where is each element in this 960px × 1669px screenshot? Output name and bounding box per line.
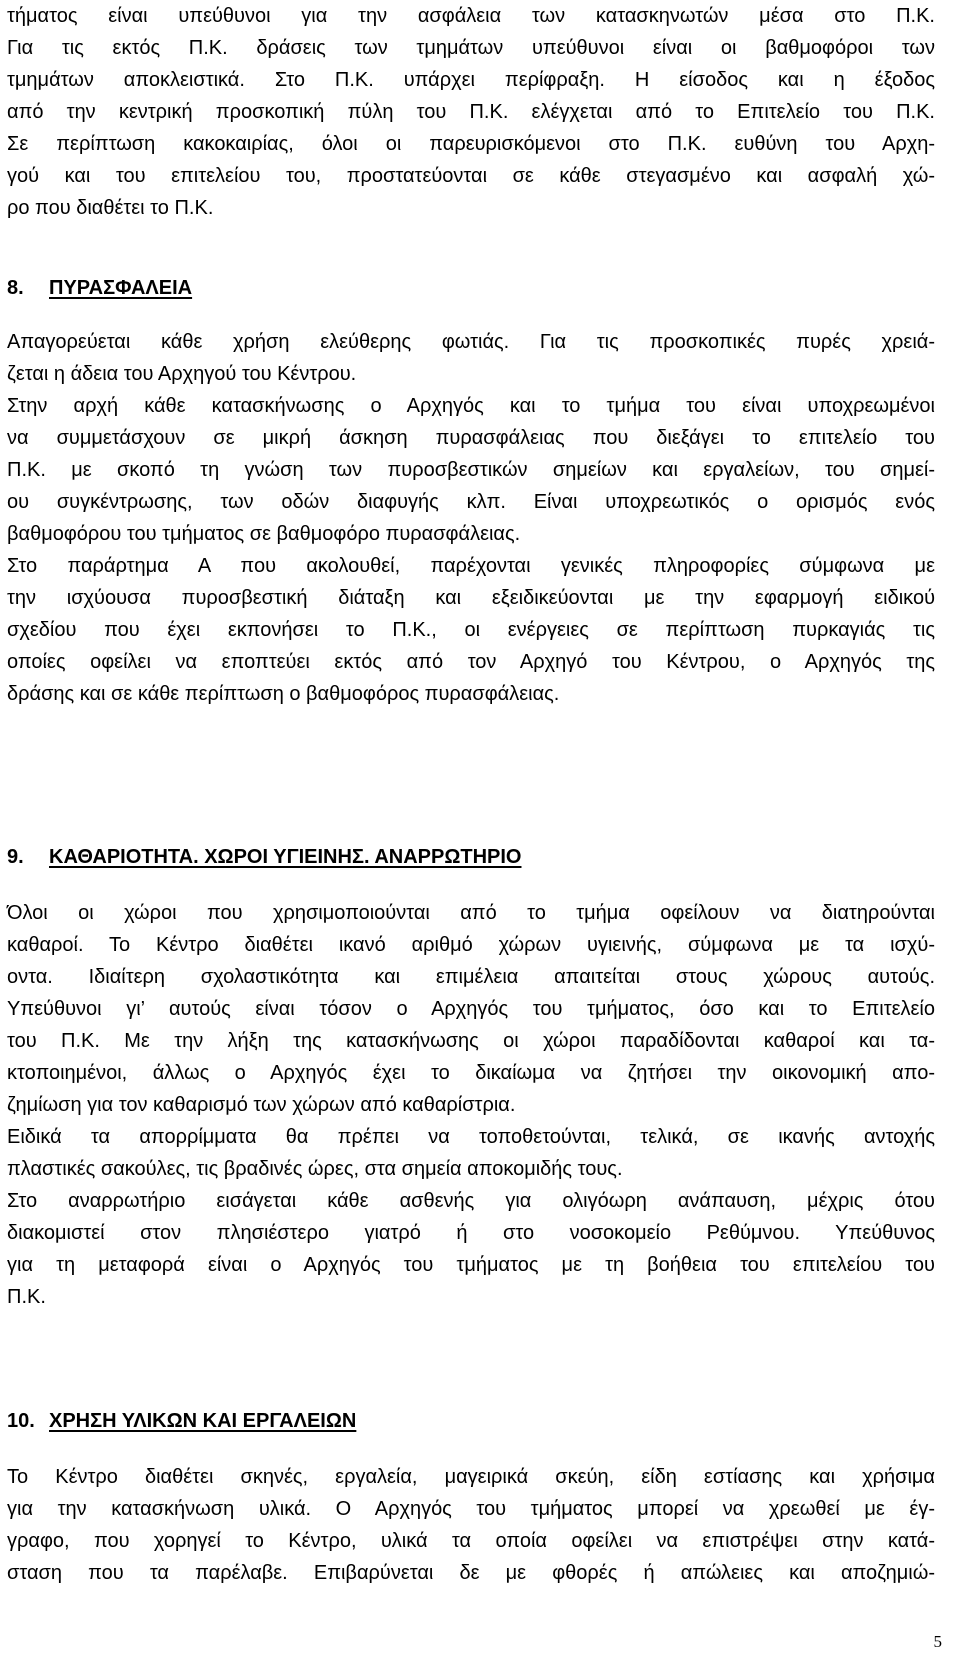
text-line: να συμμετάσχουν σε μικρή άσκηση πυρασφάλειας που διεξάγει το επιτελείο του [7, 427, 935, 449]
text-line: Σε περίπτωση κακοκαιρίας, όλοι οι παρευρισκόμενοι στο Π.Κ. ευθύνη του Αρχη- [7, 133, 935, 155]
text-line: οποίες οφείλει να εποπτεύει εκτός από τον Αρχηγό του Κέντρου, ο Αρχηγός της [7, 651, 935, 673]
section-10-heading [7, 1405, 356, 1437]
section-number: 10. [7, 1410, 35, 1432]
text-line: του Π.Κ. Με την λήξη της κατασκήνωσης οι χώροι παραδίδονται καθαροί και τα- [7, 1030, 935, 1052]
text-line: την ισχύουσα πυροσβεστική διάταξη και εξειδικεύονται με την εφαρμογή ειδικού [7, 587, 935, 609]
text-line: οντα. Ιδιαίτερη σχολαστικότητα και επιμέλεια απαιτείται στους χώρους αυτούς. [7, 966, 935, 988]
text-line: ου συγκέντρωσης, των οδών διαφυγής κλπ. Είναι υποχρεωτικός ο ορισμός ενός [7, 491, 935, 513]
text-line: δράσης και σε κάθε περίπτωση ο βαθμοφόρος πυρασφάλειας. [7, 683, 560, 705]
text-line: ζεται η άδεια του Αρχηγού του Κέντρου. [7, 363, 357, 385]
text-line: ζημίωση για τον καθαρισμό των χώρων από καθαρίστρια. [7, 1094, 516, 1116]
section-9-body [7, 897, 935, 1313]
section-9-heading [7, 841, 521, 873]
text-line: Π.Κ. [7, 1286, 46, 1308]
section-8-heading [7, 272, 192, 304]
section-number: 9. [7, 846, 24, 868]
text-line: σχεδίου που έχει εκπονήσει το Π.Κ., οι ενέργειες σε περίπτωση πυρκαγιάς τις [7, 619, 935, 641]
text-line: για την κατασκήνωση υλικά. Ο Αρχηγός του τμήματος μπορεί να χρεωθεί με έγ- [7, 1498, 935, 1520]
page-number: 5 [933, 1632, 942, 1651]
text-line: Στο παράρτημα Α που ακολουθεί, παρέχονται γενικές πληροφορίες σύμφωνα με [7, 555, 935, 577]
text-line: καθαροί. Το Κέντρο διαθέτει ικανό αριθμό χώρων υγιεινής, σύμφωνα με τα ισχύ- [7, 934, 935, 956]
text-line: Ειδικά τα απορρίμματα θα πρέπει να τοποθετούνται, τελικά, σε ικανής αντοχής [7, 1126, 935, 1148]
text-line: Το Κέντρο διαθέτει σκηνές, εργαλεία, μαγειρικά σκεύη, είδη εστίασης και χρήσιμα [7, 1466, 935, 1488]
text-line: για τη μεταφορά είναι ο Αρχηγός του τμήματος με τη βοήθεια του επιτελείου του [7, 1254, 935, 1276]
text-line: γραφο, που χορηγεί το Κέντρο, υλικά τα οποία οφείλει να επιστρέψει στην κατά- [7, 1530, 935, 1552]
text-line: διακομιστεί στον πλησιέστερο γιατρό ή στο νοσοκομείο Ρεθύμνου. Υπεύθυνος [7, 1222, 935, 1244]
text-line: πλαστικές σακούλες, τις βραδινές ώρες, στα σημεία αποκομιδής τους. [7, 1158, 623, 1180]
text-line: γού και του επιτελείου του, προστατεύονται σε κάθε στεγασμένο και ασφαλή χώ- [7, 165, 935, 187]
text-line: Υπεύθυνοι γι’ αυτούς είναι τόσον ο Αρχηγός του τμήματος, όσο και το Επιτελείο [7, 998, 935, 1020]
text-line: Απαγορεύεται κάθε χρήση ελεύθερης φωτιάς. Για τις προσκοπικές πυρές χρειά- [7, 331, 935, 353]
text-line: από την κεντρική προσκοπική πύλη του Π.Κ. ελέγχεται από το Επιτελείο του Π.Κ. [7, 101, 935, 123]
text-line: σταση που τα παρέλαβε. Επιβαρύνεται δε με φθορές ή απώλειες και αποζημιώ- [7, 1562, 935, 1584]
text-line: κτοποιημένοι, άλλως ο Αρχηγός έχει το δικαίωμα να ζητήσει την οικονομική απο- [7, 1062, 935, 1084]
text-line: Για τις εκτός Π.Κ. δράσεις των τμημάτων υπεύθυνοι είναι οι βαθμοφόροι των [7, 37, 935, 59]
section-title: ΧΡΗΣΗ ΥΛΙΚΩΝ ΚΑΙ ΕΡΓΑΛΕΙΩΝ [49, 1410, 357, 1432]
section-title: ΚΑΘΑΡΙΟΤΗΤΑ. ΧΩΡΟΙ ΥΓΙΕΙΝΗΣ. ΑΝΑΡΡΩΤΗΡΙΟ [49, 846, 522, 868]
text-line: Στο αναρρωτήριο εισάγεται κάθε ασθενής για ολιγόωρη ανάπαυση, μέχρις ότου [7, 1190, 935, 1212]
text-line: τμημάτων αποκλειστικά. Στο Π.Κ. υπάρχει περίφραξη. Η είσοδος και η έξοδος [7, 69, 935, 91]
section-title: ΠΥΡΑΣΦΑΛΕΙΑ [49, 277, 193, 299]
intro-paragraph [7, 0, 935, 224]
text-line: Π.Κ. με σκοπό τη γνώση των πυροσβεστικών σημείων και εργαλείων, του σημεί- [7, 459, 935, 481]
section-8-body [7, 326, 935, 710]
section-10-body [7, 1461, 935, 1589]
text-line: τήματος είναι υπεύθυνοι για την ασφάλεια των κατασκηνωτών μέσα στο Π.Κ. [7, 5, 935, 27]
text-line: Όλοι οι χώροι που χρησιμοποιούνται από το τμήμα οφείλουν να διατηρούνται [7, 902, 935, 924]
section-number: 8. [7, 277, 24, 299]
text-line: βαθμοφόρου του τμήματος σε βαθμοφόρο πυρασφάλειας. [7, 523, 521, 545]
text-line: Στην αρχή κάθε κατασκήνωσης ο Αρχηγός και το τμήμα του είναι υποχρεωμένοι [7, 395, 935, 417]
text-line: ρο που διαθέτει το Π.Κ. [7, 197, 214, 219]
